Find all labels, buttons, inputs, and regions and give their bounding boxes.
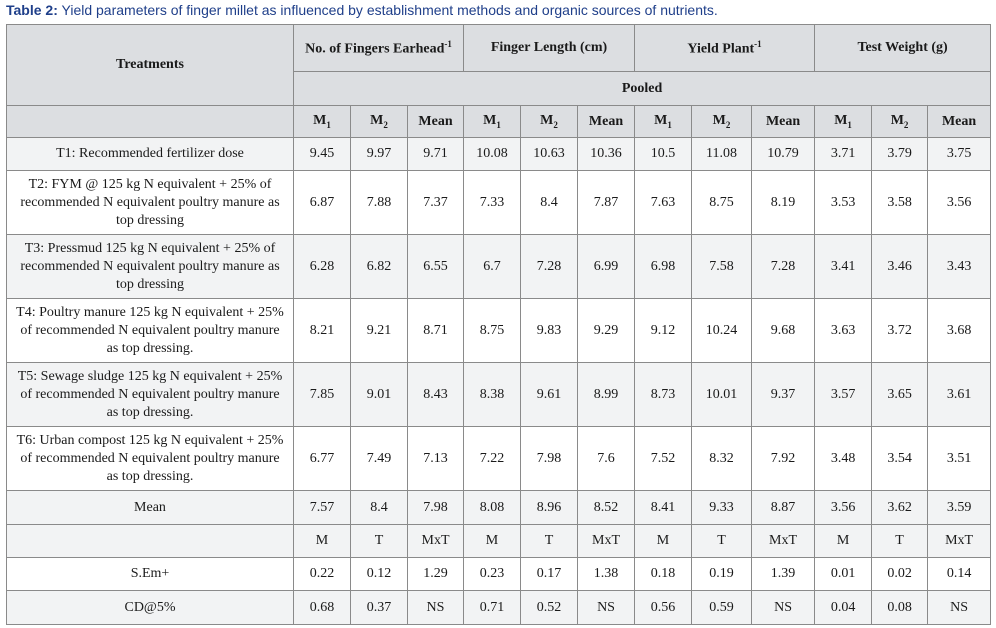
value-cell: 9.68 <box>752 299 815 363</box>
value-cell: 1.29 <box>408 558 464 591</box>
value-cell: 6.7 <box>464 235 521 299</box>
treatment-cell: CD@5% <box>7 591 294 625</box>
value-cell: 11.08 <box>692 138 752 171</box>
blank-cell <box>7 525 294 558</box>
m-label: M <box>654 113 668 129</box>
value-cell: 9.33 <box>692 491 752 525</box>
value-cell: 8.73 <box>635 363 692 427</box>
stat-header-cell: T <box>351 525 408 558</box>
sub-label: 2 <box>553 119 558 130</box>
value-cell: 6.87 <box>294 171 351 235</box>
value-cell: 8.4 <box>351 491 408 525</box>
treatment-cell: T5: Sewage sludge 125 kg N equivalent + 25% of recommended N equivalent poultry manure as top dressing. <box>7 363 294 427</box>
fingers-header <box>294 25 464 72</box>
table-row <box>7 138 991 171</box>
m2-header <box>351 106 408 138</box>
sub-label: 2 <box>903 119 909 130</box>
value-cell: 1.38 <box>578 558 635 591</box>
sub-label: 2 <box>725 119 731 130</box>
value-cell: 6.55 <box>408 235 464 299</box>
stat-header-cell: MxT <box>578 525 635 558</box>
value-cell: 0.19 <box>692 558 752 591</box>
yield-plant-header <box>635 25 815 72</box>
yield-plant-header-label: Yield Plant <box>687 41 755 57</box>
value-cell: 7.33 <box>464 171 521 235</box>
value-cell: 3.51 <box>928 427 991 491</box>
stat-row <box>7 558 991 591</box>
m1-header <box>294 106 351 138</box>
value-cell: 8.21 <box>294 299 351 363</box>
table-row <box>7 491 991 525</box>
value-cell: 3.56 <box>928 171 991 235</box>
sub-label: 1 <box>496 119 501 130</box>
value-cell: 8.19 <box>752 171 815 235</box>
value-cell: 7.28 <box>752 235 815 299</box>
value-cell: NS <box>578 591 635 625</box>
value-cell: 8.52 <box>578 491 635 525</box>
value-cell: 8.75 <box>692 171 752 235</box>
value-cell: 7.98 <box>408 491 464 525</box>
value-cell: 0.18 <box>635 558 692 591</box>
value-cell: 3.71 <box>815 138 872 171</box>
value-cell: 7.6 <box>578 427 635 491</box>
table-row <box>7 171 991 235</box>
value-cell: 6.77 <box>294 427 351 491</box>
value-cell: 0.14 <box>928 558 991 591</box>
value-cell: 9.83 <box>521 299 578 363</box>
value-cell: 0.22 <box>294 558 351 591</box>
value-cell: 7.98 <box>521 427 578 491</box>
value-cell: 7.63 <box>635 171 692 235</box>
yield-table <box>6 24 991 625</box>
m-label: M <box>313 113 327 129</box>
stat-header-cell: T <box>521 525 578 558</box>
m2-header <box>872 106 928 138</box>
mean-header: Mean <box>408 106 464 138</box>
value-cell: 7.22 <box>464 427 521 491</box>
value-cell: 3.59 <box>928 491 991 525</box>
sub-label: 2 <box>383 119 388 130</box>
value-cell: 6.82 <box>351 235 408 299</box>
value-cell: 10.24 <box>692 299 752 363</box>
value-cell: 0.17 <box>521 558 578 591</box>
value-cell: 9.97 <box>351 138 408 171</box>
stat-header-cell: M <box>464 525 521 558</box>
header-row-sub <box>7 106 991 138</box>
value-cell: 9.21 <box>351 299 408 363</box>
value-cell: 7.58 <box>692 235 752 299</box>
value-cell: 6.98 <box>635 235 692 299</box>
value-cell: 10.79 <box>752 138 815 171</box>
value-cell: 0.59 <box>692 591 752 625</box>
table-row <box>7 363 991 427</box>
sub-label: 1 <box>326 119 331 130</box>
value-cell: 3.41 <box>815 235 872 299</box>
value-cell: 6.28 <box>294 235 351 299</box>
m-label: M <box>540 113 554 129</box>
stat-header-cell: MxT <box>752 525 815 558</box>
value-cell: 8.75 <box>464 299 521 363</box>
value-cell: 3.46 <box>872 235 928 299</box>
m-label: M <box>712 113 726 129</box>
value-cell: 0.01 <box>815 558 872 591</box>
value-cell: 3.63 <box>815 299 872 363</box>
value-cell: 8.4 <box>521 171 578 235</box>
value-cell: 8.71 <box>408 299 464 363</box>
treatments-header: Treatments <box>7 25 294 106</box>
m2-header <box>692 106 752 138</box>
value-cell: 7.37 <box>408 171 464 235</box>
value-cell: 3.43 <box>928 235 991 299</box>
table-row <box>7 299 991 363</box>
m-label: M <box>370 113 384 129</box>
mean-header: Mean <box>578 106 635 138</box>
treatment-cell: T6: Urban compost 125 kg N equivalent + 25% of recommended N equivalent poultry manure as top dressing. <box>7 427 294 491</box>
value-cell: 7.28 <box>521 235 578 299</box>
value-cell: 7.88 <box>351 171 408 235</box>
value-cell: 0.04 <box>815 591 872 625</box>
value-cell: 8.87 <box>752 491 815 525</box>
value-cell: 8.99 <box>578 363 635 427</box>
value-cell: 3.56 <box>815 491 872 525</box>
value-cell: 8.41 <box>635 491 692 525</box>
fingers-header-label: No. of Fingers Earhead <box>305 41 445 57</box>
value-cell: 3.79 <box>872 138 928 171</box>
value-cell: 3.72 <box>872 299 928 363</box>
value-cell: 7.52 <box>635 427 692 491</box>
value-cell: 3.58 <box>872 171 928 235</box>
value-cell: 9.71 <box>408 138 464 171</box>
value-cell: 0.68 <box>294 591 351 625</box>
sub-label: 1 <box>667 119 672 130</box>
treatment-cell: T1: Recommended fertilizer dose <box>7 138 294 171</box>
value-cell: 10.08 <box>464 138 521 171</box>
value-cell: 10.5 <box>635 138 692 171</box>
value-cell: 3.57 <box>815 363 872 427</box>
value-cell: 3.62 <box>872 491 928 525</box>
sub-label: 1 <box>847 119 852 130</box>
treatment-cell: T3: Pressmud 125 kg N equivalent + 25% of recommended N equivalent poultry manure as top dressing <box>7 235 294 299</box>
treatment-cell: T2: FYM @ 125 kg N equivalent + 25% of recommended N equivalent poultry manure as top dressing <box>7 171 294 235</box>
stat-row <box>7 591 991 625</box>
value-cell: 9.37 <box>752 363 815 427</box>
value-cell: 3.61 <box>928 363 991 427</box>
stat-header-cell: M <box>635 525 692 558</box>
value-cell: 3.54 <box>872 427 928 491</box>
m-label: M <box>483 113 497 129</box>
stat-header-cell: MxT <box>408 525 464 558</box>
value-cell: 6.99 <box>578 235 635 299</box>
m1-header <box>815 106 872 138</box>
value-cell: NS <box>752 591 815 625</box>
value-cell: 8.38 <box>464 363 521 427</box>
table-row <box>7 235 991 299</box>
fingers-header-sup: -1 <box>444 38 452 49</box>
treatment-cell: T4: Poultry manure 125 kg N equivalent + 25% of recommended N equivalent poultry manure as top dressing. <box>7 299 294 363</box>
table-caption <box>6 1 990 21</box>
stat-header-cell: T <box>692 525 752 558</box>
value-cell: 7.87 <box>578 171 635 235</box>
value-cell: 8.96 <box>521 491 578 525</box>
value-cell: 7.57 <box>294 491 351 525</box>
value-cell: 7.13 <box>408 427 464 491</box>
value-cell: 0.52 <box>521 591 578 625</box>
value-cell: 1.39 <box>752 558 815 591</box>
treatment-cell: S.Em+ <box>7 558 294 591</box>
value-cell: 3.48 <box>815 427 872 491</box>
value-cell: 3.53 <box>815 171 872 235</box>
value-cell: 0.71 <box>464 591 521 625</box>
value-cell: 7.85 <box>294 363 351 427</box>
stat-header-row <box>7 525 991 558</box>
m1-header <box>464 106 521 138</box>
treatment-cell: Mean <box>7 491 294 525</box>
value-cell: 0.08 <box>872 591 928 625</box>
stat-header-cell: T <box>872 525 928 558</box>
m1-header <box>635 106 692 138</box>
m-label: M <box>890 113 904 129</box>
caption-text: Yield parameters of finger millet as influenced by establishment methods and organic sources of nutrients. <box>61 2 718 18</box>
value-cell: 8.32 <box>692 427 752 491</box>
value-cell: 9.29 <box>578 299 635 363</box>
value-cell: 7.92 <box>752 427 815 491</box>
m2-header <box>521 106 578 138</box>
value-cell: 8.08 <box>464 491 521 525</box>
value-cell: 9.01 <box>351 363 408 427</box>
value-cell: 0.56 <box>635 591 692 625</box>
value-cell: 10.01 <box>692 363 752 427</box>
value-cell: 0.02 <box>872 558 928 591</box>
stat-header-cell: M <box>294 525 351 558</box>
value-cell: 3.75 <box>928 138 991 171</box>
m-label: M <box>834 113 848 129</box>
mean-header: Mean <box>752 106 815 138</box>
value-cell: 8.43 <box>408 363 464 427</box>
value-cell: 3.68 <box>928 299 991 363</box>
yield-plant-header-sup: -1 <box>754 38 762 49</box>
table-row <box>7 427 991 491</box>
caption-label: Table 2: <box>6 2 58 18</box>
value-cell: NS <box>408 591 464 625</box>
value-cell: 9.45 <box>294 138 351 171</box>
value-cell: 10.63 <box>521 138 578 171</box>
value-cell: 0.37 <box>351 591 408 625</box>
pooled-header: Pooled <box>294 72 991 106</box>
blank-header-cell <box>7 106 294 138</box>
value-cell: 0.23 <box>464 558 521 591</box>
value-cell: 10.36 <box>578 138 635 171</box>
finger-length-header: Finger Length (cm) <box>464 25 635 72</box>
value-cell: 9.61 <box>521 363 578 427</box>
header-row-groups <box>7 25 991 72</box>
test-weight-header: Test Weight (g) <box>815 25 991 72</box>
value-cell: NS <box>928 591 991 625</box>
stat-header-cell: M <box>815 525 872 558</box>
stat-header-cell: MxT <box>928 525 991 558</box>
value-cell: 7.49 <box>351 427 408 491</box>
value-cell: 0.12 <box>351 558 408 591</box>
mean-header: Mean <box>928 106 991 138</box>
value-cell: 9.12 <box>635 299 692 363</box>
value-cell: 3.65 <box>872 363 928 427</box>
